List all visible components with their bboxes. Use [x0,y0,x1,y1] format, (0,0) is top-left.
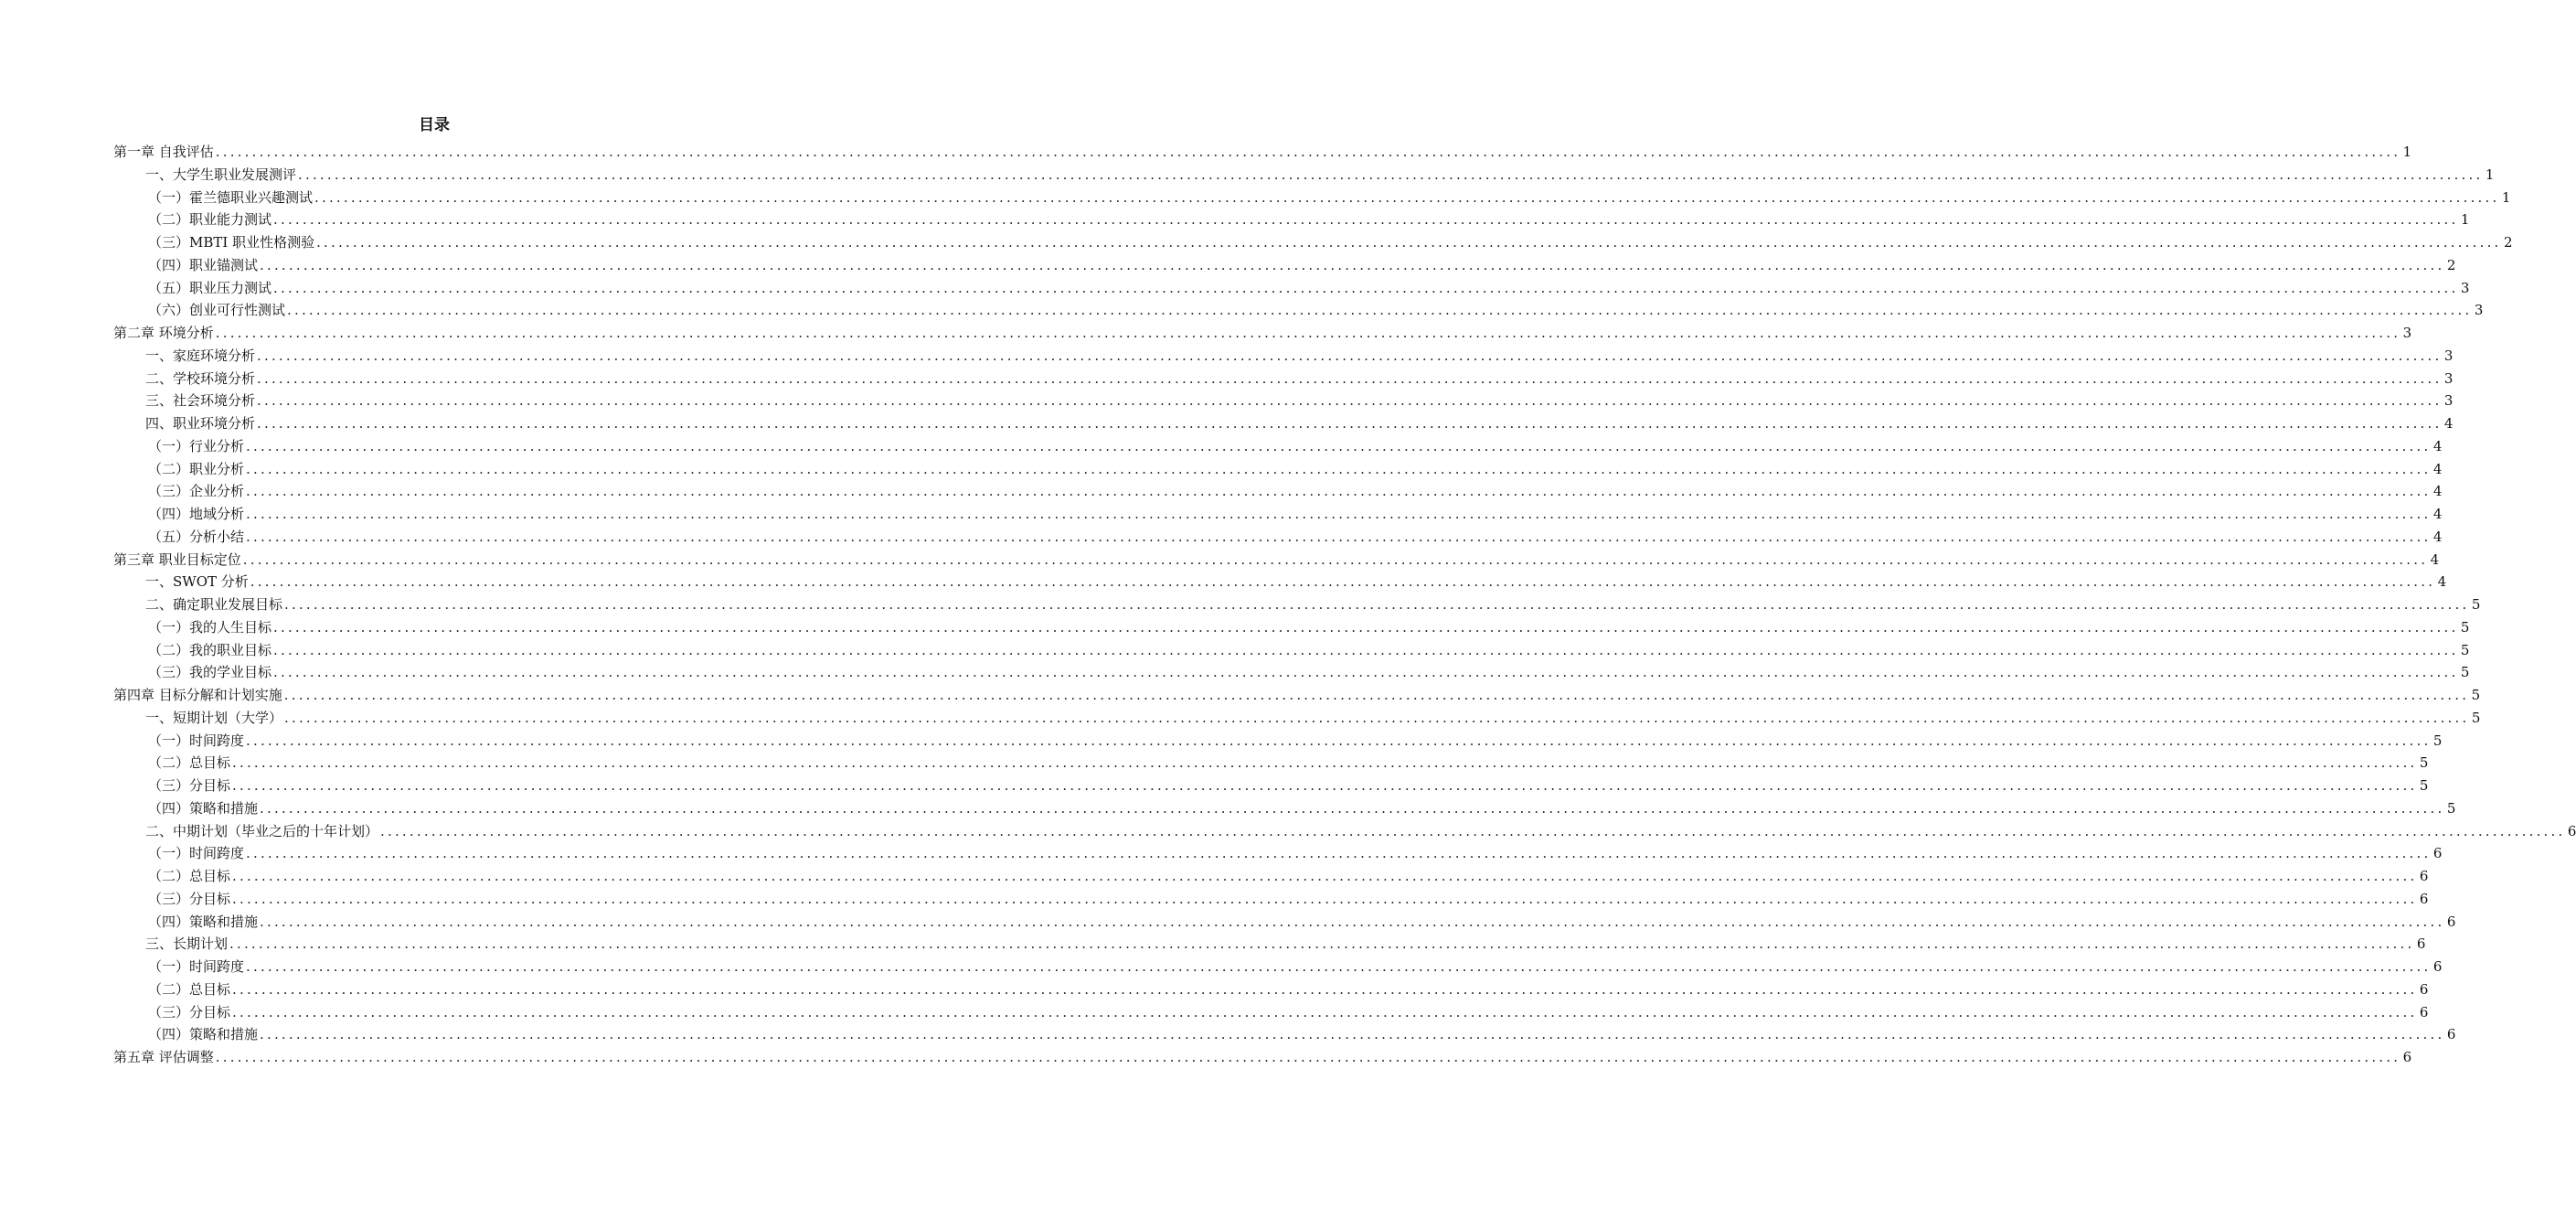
toc-entry[interactable] [113,956,2443,978]
toc-entry-text: （二）职业分析 [148,460,245,477]
toc-entry-text: （二）总目标 [148,868,231,884]
toc-page-number: 6 [2446,1026,2456,1043]
toc-entry[interactable] [113,684,2481,707]
toc-page-number: 1 [2501,188,2511,206]
toc-entry[interactable] [113,549,2440,572]
toc-page-number: 3 [2443,347,2454,364]
toc-page-number: 6 [2419,1003,2429,1021]
toc-page-number: 3 [2443,392,2454,410]
toc-dot-leader: ............................................................................................................................................................................................................................................................................................................ [260,1026,2445,1043]
toc-entry-text: （二）我的职业目标 [148,641,272,658]
toc-page-number: 4 [2437,573,2447,591]
toc-entry[interactable] [113,820,2576,843]
toc-dot-leader: ............................................................................................................................................................................................................................................................................................................ [242,550,2429,568]
toc-entry[interactable] [113,639,2470,662]
toc-page-number: 5 [2419,754,2429,772]
toc-entry[interactable] [113,842,2443,865]
toc-entry[interactable] [113,888,2429,911]
toc-entry[interactable] [113,1023,2456,1046]
toc-entry-text: 一、SWOT 分析 [145,573,249,591]
toc-entry-text: （四）策略和措施 [148,1026,259,1043]
toc-dot-leader: ............................................................................................................................................................................................................................................................................................................ [316,234,2502,251]
toc-entry-text: （三）我的学业目标 [148,664,272,681]
toc-page-number: 5 [2471,596,2481,613]
toc-dot-leader: ............................................................................................................................................................................................................................................................................................................ [232,868,2418,884]
toc-entry-text: 一、家庭环境分析 [145,347,256,364]
toc-entry[interactable] [113,164,2495,187]
toc-dot-leader: ............................................................................................................................................................................................................................................................................................................ [215,144,2401,160]
toc-page-number: 6 [2432,845,2443,862]
toc-page-number: 3 [2460,279,2470,296]
toc-entry[interactable] [113,368,2454,390]
toc-entry[interactable] [113,141,2412,164]
toc-entry[interactable] [113,616,2470,639]
toc-page-number: 6 [2567,822,2576,839]
toc-entry[interactable] [113,480,2443,503]
toc-page-number: 6 [2416,935,2426,953]
toc-entry-text: （四）策略和措施 [148,799,259,817]
toc-entry[interactable] [113,503,2443,526]
toc-entry-text: （三）分目标 [148,1003,231,1021]
toc-entry[interactable] [113,254,2456,277]
toc-entry-text: （四）职业锚测试 [148,256,259,273]
toc-entry-text: 一、大学生职业发展测评 [145,166,297,183]
toc-list [113,141,2576,1069]
toc-entry-text: （二）职业能力测试 [148,211,272,229]
toc-entry[interactable] [113,865,2429,888]
toc-entry-text: （一）时间跨度 [148,732,245,749]
toc-entry[interactable] [113,435,2443,458]
toc-entry[interactable] [113,299,2484,322]
toc-page-number: 4 [2432,437,2443,454]
toc-entry[interactable] [113,752,2429,775]
toc-entry-text: 第五章 评估调整 [113,1049,214,1065]
toc-dot-leader: ............................................................................................................................................................................................................................................................................................................ [246,845,2432,862]
toc-entry[interactable] [113,412,2454,435]
toc-dot-leader: ............................................................................................................................................................................................................................................................................................................ [232,890,2418,907]
toc-dot-leader: ............................................................................................................................................................................................................................................................................................................ [215,325,2401,341]
toc-dot-leader: ............................................................................................................................................................................................................................................................................................................ [260,913,2445,930]
toc-dot-leader: ............................................................................................................................................................................................................................................................................................................ [273,211,2459,229]
toc-page-number: 6 [2446,913,2456,930]
toc-page-number: 1 [2402,144,2412,160]
toc-page-number: 5 [2460,664,2470,681]
toc-dot-leader: ............................................................................................................................................................................................................................................................................................................ [246,506,2432,522]
toc-page-number: 6 [2419,890,2429,907]
toc-dot-leader: ............................................................................................................................................................................................................................................................................................................ [287,302,2473,319]
toc-dot-leader: ............................................................................................................................................................................................................................................................................................................ [232,754,2418,772]
toc-dot-leader: ............................................................................................................................................................................................................................................................................................................ [246,528,2432,545]
toc-page-number: 6 [2402,1049,2412,1065]
toc-dot-leader: ............................................................................................................................................................................................................................................................................................................ [260,799,2445,817]
toc-entry-text: 三、社会环境分析 [145,392,256,410]
toc-entry[interactable] [113,911,2456,934]
toc-dot-leader: ............................................................................................................................................................................................................................................................................................................ [257,369,2443,387]
toc-dot-leader: ............................................................................................................................................................................................................................................................................................................ [257,392,2443,410]
toc-page-number: 1 [2485,166,2495,183]
toc-entry-text: （四）地域分析 [148,506,245,522]
toc-dot-leader: ............................................................................................................................................................................................................................................................................................................ [314,188,2500,206]
toc-entry-text: 二、确定职业发展目标 [145,596,283,613]
toc-entry[interactable] [113,571,2447,593]
toc-page-number: 6 [2419,868,2429,884]
toc-page-number: 6 [2432,958,2443,975]
toc-entry-text: （一）时间跨度 [148,958,245,975]
toc-entry[interactable] [113,730,2443,753]
toc-page-number: 4 [2432,506,2443,522]
toc-page-number: 5 [2471,687,2481,703]
toc-entry[interactable] [113,797,2456,820]
toc-entry-text: 二、学校环境分析 [145,369,256,387]
toc-entry-text: （三）分目标 [148,777,231,794]
toc-entry[interactable] [113,526,2443,549]
toc-entry-text: （一）我的人生目标 [148,618,272,636]
toc-dot-leader: ............................................................................................................................................................................................................................................................................................................ [232,1003,2418,1021]
toc-dot-leader: ............................................................................................................................................................................................................................................................................................................ [273,618,2459,636]
toc-entry-text: 第二章 环境分析 [113,325,214,341]
toc-entry[interactable] [113,707,2481,730]
toc-entry[interactable] [113,933,2426,956]
toc-dot-leader: ............................................................................................................................................................................................................................................................................................................ [273,641,2459,658]
toc-dot-leader: ............................................................................................................................................................................................................................................................................................................ [232,777,2418,794]
toc-page-number: 6 [2419,980,2429,998]
toc-dot-leader: ............................................................................................................................................................................................................................................................................................................ [246,483,2432,500]
toc-dot-leader: ............................................................................................................................................................................................................................................................................................................ [229,935,2415,953]
toc-entry-text: （二）总目标 [148,980,231,998]
toc-dot-leader: ............................................................................................................................................................................................................................................................................................................ [284,596,2470,613]
toc-entry[interactable] [113,208,2470,231]
toc-page-number: 5 [2460,641,2470,658]
toc-entry[interactable] [113,593,2481,616]
toc-entry-text: （一）行业分析 [148,437,245,454]
toc-entry-text: （五）职业压力测试 [148,279,272,296]
toc-entry-text: 一、短期计划（大学） [145,709,283,726]
toc-entry-text: （一）时间跨度 [148,845,245,862]
toc-dot-leader: ............................................................................................................................................................................................................................................................................................................ [232,980,2418,998]
toc-dot-leader: ............................................................................................................................................................................................................................................................................................................ [380,822,2566,839]
toc-entry-text: 二、中期计划（毕业之后的十年计划） [145,822,379,839]
toc-dot-leader: ............................................................................................................................................................................................................................................................................................................ [246,732,2432,749]
toc-entry[interactable] [113,277,2470,300]
toc-entry[interactable] [113,661,2470,684]
toc-entry[interactable] [113,775,2429,797]
toc-entry-text: （五）分析小结 [148,528,245,545]
toc-entry-text: （一）霍兰德职业兴趣测试 [148,188,314,206]
toc-entry-text: （三）分目标 [148,890,231,907]
toc-entry[interactable] [113,1046,2412,1069]
toc-dot-leader: ............................................................................................................................................................................................................................................................................................................ [257,415,2443,432]
toc-entry-text: （六）创业可行性测试 [148,302,286,319]
toc-dot-leader: ............................................................................................................................................................................................................................................................................................................ [298,166,2484,183]
toc-page-number: 3 [2402,325,2412,341]
toc-dot-leader: ............................................................................................................................................................................................................................................................................................................ [260,256,2445,273]
toc-page-number: 4 [2432,528,2443,545]
toc-entry-text: 四、职业环境分析 [145,415,256,432]
toc-entry[interactable] [113,322,2412,345]
toc-entry[interactable] [113,345,2454,368]
toc-entry-text: 第一章 自我评估 [113,144,214,160]
toc-page-number: 4 [2443,415,2454,432]
toc-dot-leader: ............................................................................................................................................................................................................................................................................................................ [246,958,2432,975]
toc-title: 目录 [419,116,450,134]
toc-entry[interactable] [113,187,2511,209]
toc-entry[interactable] [113,231,2513,254]
toc-dot-leader: ............................................................................................................................................................................................................................................................................................................ [250,573,2436,591]
toc-dot-leader: ............................................................................................................................................................................................................................................................................................................ [246,460,2432,477]
toc-page-number: 5 [2460,618,2470,636]
toc-page-number: 2 [2503,234,2513,251]
toc-dot-leader: ............................................................................................................................................................................................................................................................................................................ [283,687,2470,703]
toc-entry-text: 第三章 职业目标定位 [113,550,241,568]
toc-entry[interactable] [113,1001,2429,1024]
toc-dot-leader: ............................................................................................................................................................................................................................................................................................................ [273,664,2459,681]
toc-page-number: 3 [2474,302,2484,319]
toc-page-number: 5 [2446,799,2456,817]
toc-dot-leader: ............................................................................................................................................................................................................................................................................................................ [246,437,2432,454]
toc-dot-leader: ............................................................................................................................................................................................................................................................................................................ [257,347,2443,364]
toc-entry-text: 第四章 目标分解和计划实施 [113,687,282,703]
toc-entry[interactable] [113,458,2443,481]
toc-dot-leader: ............................................................................................................................................................................................................................................................................................................ [273,279,2459,296]
toc-entry-text: 三、长期计划 [145,935,229,953]
toc-dot-leader: ............................................................................................................................................................................................................................................................................................................ [284,709,2470,726]
toc-page-number: 1 [2460,211,2470,229]
toc-page-number: 5 [2432,732,2443,749]
toc-entry[interactable] [113,390,2454,412]
toc-page-number: 2 [2446,256,2456,273]
toc-page-number: 4 [2432,483,2443,500]
toc-entry[interactable] [113,978,2429,1001]
toc-entry-text: （四）策略和措施 [148,913,259,930]
toc-page-number: 5 [2419,777,2429,794]
toc-dot-leader: ............................................................................................................................................................................................................................................................................................................ [215,1049,2401,1065]
toc-page-number: 4 [2430,550,2440,568]
toc-page-number: 5 [2471,709,2481,726]
toc-entry-text: （三）企业分析 [148,483,245,500]
toc-entry-text: （二）总目标 [148,754,231,772]
toc-entry-text: （三）MBTI 职业性格测验 [148,234,315,251]
toc-page-number: 3 [2443,369,2454,387]
toc-page-number: 4 [2432,460,2443,477]
